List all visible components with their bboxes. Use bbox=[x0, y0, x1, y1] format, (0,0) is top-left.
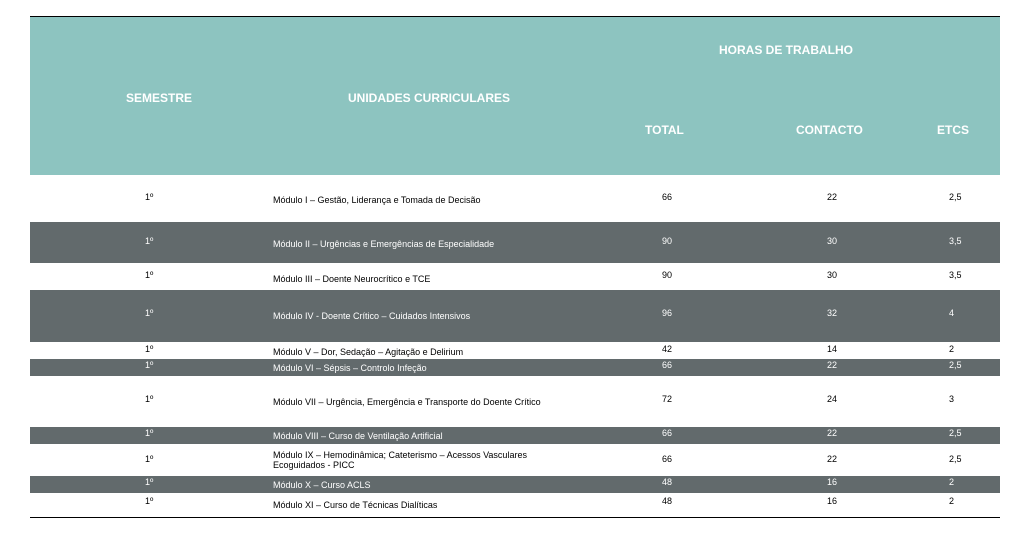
table-header bbox=[30, 17, 1000, 175]
cell-etcs: 2 bbox=[949, 344, 955, 354]
cell-modulo: Módulo VIII – Curso de Ventilação Artificial bbox=[273, 431, 443, 441]
cell-modulo: Módulo II – Urgências e Emergências de Especialidade bbox=[273, 239, 495, 249]
table-row bbox=[30, 493, 1000, 517]
cell-semestre: 1º bbox=[145, 454, 154, 464]
cell-total: 72 bbox=[662, 394, 673, 404]
cell-contacto: 30 bbox=[827, 236, 838, 246]
header-etcs: ETCS bbox=[937, 123, 970, 137]
cell-contacto: 22 bbox=[827, 192, 838, 202]
cell-semestre: 1º bbox=[145, 308, 154, 318]
cell-etcs: 2 bbox=[949, 496, 955, 506]
cell-semestre: 1º bbox=[145, 192, 154, 202]
cell-contacto: 22 bbox=[827, 454, 838, 464]
cell-etcs: 3,5 bbox=[949, 270, 962, 280]
cell-total: 90 bbox=[662, 236, 673, 246]
cell-total: 48 bbox=[662, 496, 673, 506]
cell-etcs: 2,5 bbox=[949, 428, 962, 438]
cell-etcs: 3 bbox=[949, 394, 955, 404]
cell-total: 66 bbox=[662, 360, 673, 370]
cell-modulo: Módulo VII – Urgência, Emergência e Transporte do Doente Crítico bbox=[273, 397, 541, 407]
cell-etcs: 4 bbox=[949, 308, 955, 318]
cell-modulo: Módulo XI – Curso de Técnicas Dialíticas bbox=[273, 500, 438, 510]
cell-modulo: Módulo X – Curso ACLS bbox=[273, 480, 371, 490]
header-horas-de-trabalho: HORAS DE TRABALHO bbox=[719, 43, 853, 57]
cell-total: 42 bbox=[662, 344, 673, 354]
table-bottom-rule bbox=[30, 517, 1000, 518]
cell-total: 66 bbox=[662, 428, 673, 438]
cell-etcs: 3,5 bbox=[949, 236, 962, 246]
cell-contacto: 16 bbox=[827, 496, 838, 506]
cell-modulo: Módulo I – Gestão, Liderança e Tomada de Decisão bbox=[273, 195, 481, 205]
cell-contacto: 24 bbox=[827, 394, 838, 404]
cell-etcs: 2,5 bbox=[949, 454, 962, 464]
header-unidades-curriculares: UNIDADES CURRICULARES bbox=[348, 91, 511, 105]
table-row bbox=[30, 263, 1000, 290]
cell-modulo: Módulo VI – Sépsis – Controlo Infeção bbox=[273, 363, 427, 373]
cell-contacto: 22 bbox=[827, 360, 838, 370]
cell-semestre: 1º bbox=[145, 344, 154, 354]
header-contacto: CONTACTO bbox=[796, 123, 863, 137]
cell-contacto: 30 bbox=[827, 270, 838, 280]
header-semestre: SEMESTRE bbox=[126, 91, 193, 105]
cell-etcs: 2,5 bbox=[949, 360, 962, 370]
cell-semestre: 1º bbox=[145, 477, 154, 487]
cell-total: 66 bbox=[662, 192, 673, 202]
table-row bbox=[30, 444, 1000, 476]
cell-semestre: 1º bbox=[145, 428, 154, 438]
table-row bbox=[30, 427, 1000, 444]
cell-semestre: 1º bbox=[145, 236, 154, 246]
cell-contacto: 22 bbox=[827, 428, 838, 438]
cell-semestre: 1º bbox=[145, 496, 154, 506]
table-row bbox=[30, 376, 1000, 427]
cell-semestre: 1º bbox=[145, 270, 154, 280]
cell-modulo: Módulo III – Doente Neurocrítico e TCE bbox=[273, 274, 431, 284]
cell-contacto: 14 bbox=[827, 344, 838, 354]
cell-semestre: 1º bbox=[145, 360, 154, 370]
cell-modulo: Módulo IV - Doente Crítico – Cuidados Intensivos bbox=[273, 311, 471, 321]
cell-modulo: Módulo IX – Hemodinâmica; Cateterismo – Acessos Vasculares Ecoguidados - PICC bbox=[273, 450, 527, 470]
cell-semestre: 1º bbox=[145, 394, 154, 404]
cell-total: 90 bbox=[662, 270, 673, 280]
cell-etcs: 2 bbox=[949, 477, 955, 487]
cell-contacto: 32 bbox=[827, 308, 838, 318]
cell-etcs: 2,5 bbox=[949, 192, 962, 202]
cell-total: 96 bbox=[662, 308, 673, 318]
cell-modulo: Módulo V – Dor, Sedação – Agitação e Delirium bbox=[273, 347, 464, 357]
header-total: TOTAL bbox=[645, 123, 684, 137]
table-row bbox=[30, 290, 1000, 342]
cell-total: 66 bbox=[662, 454, 673, 464]
table-row bbox=[30, 359, 1000, 376]
table-row bbox=[30, 342, 1000, 359]
table-row bbox=[30, 222, 1000, 263]
table-row bbox=[30, 476, 1000, 493]
cell-total: 48 bbox=[662, 477, 673, 487]
cell-contacto: 16 bbox=[827, 477, 838, 487]
table-row bbox=[30, 175, 1000, 222]
